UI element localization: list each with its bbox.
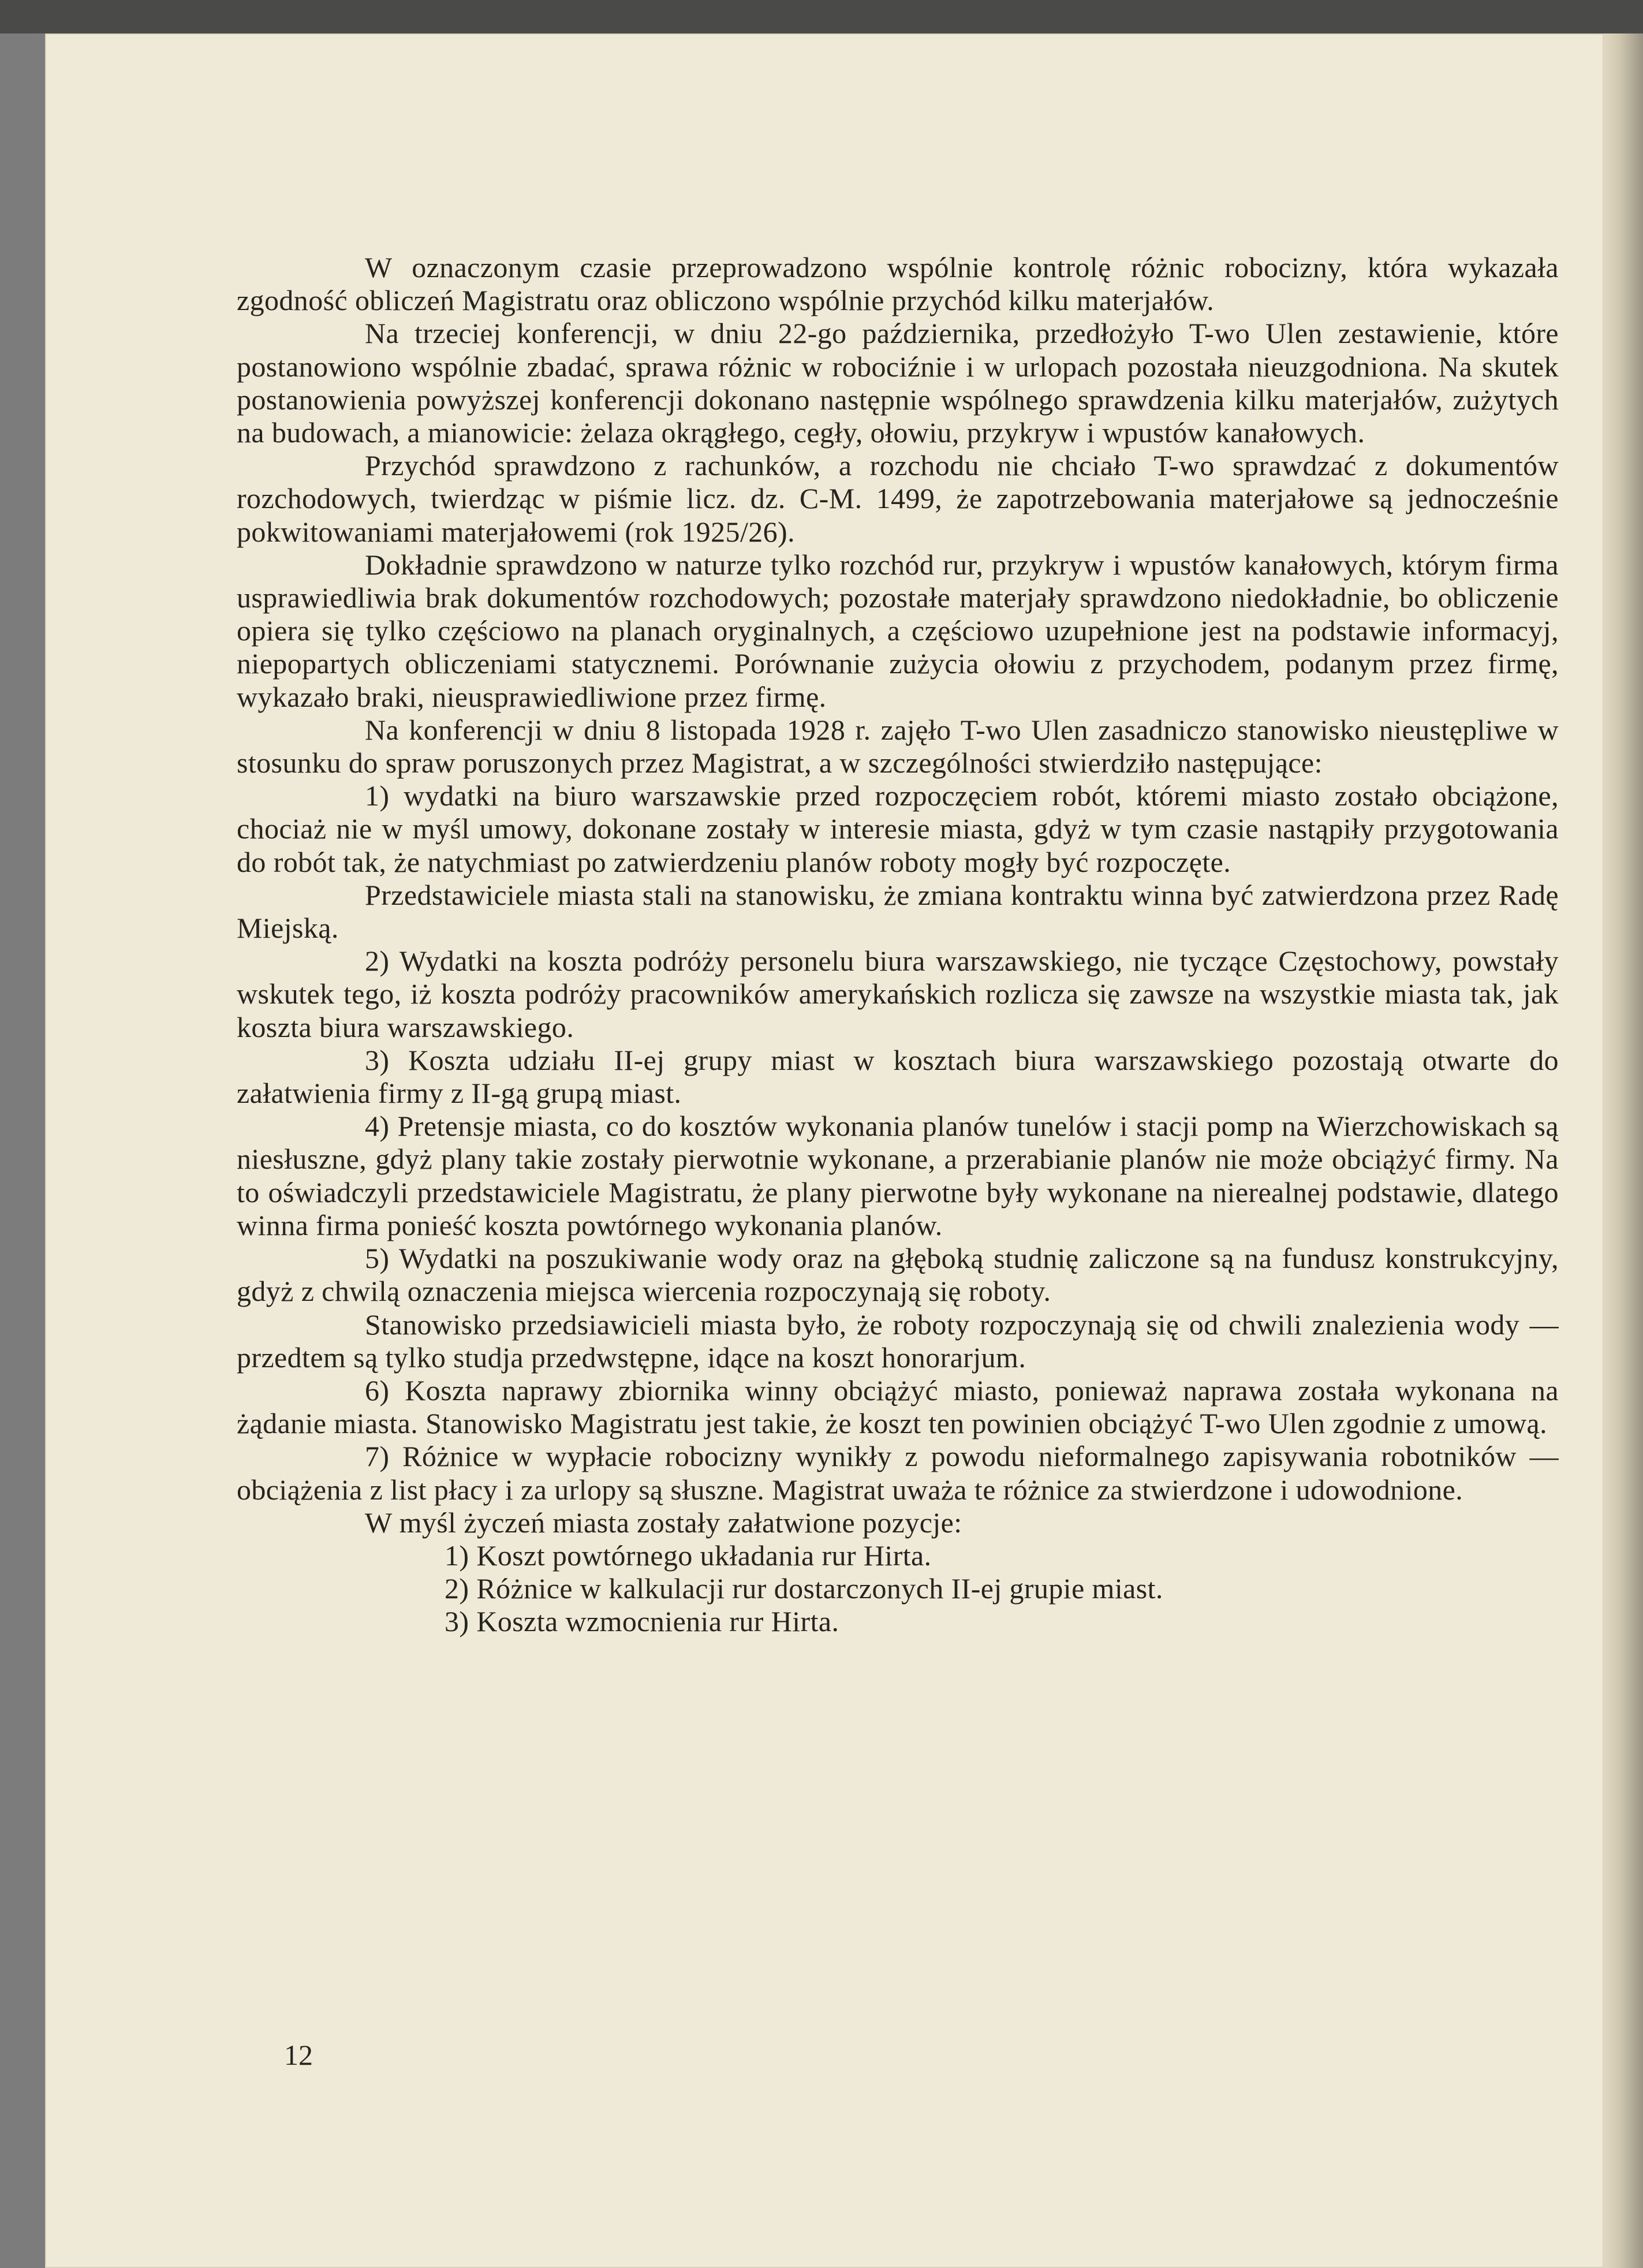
paragraph-2: Na trzeciej konferencji, w dniu 22-go października, przedłożyło T-wo Ulen zestawienie, które postanowiono wspólnie zbadać, sprawa różnic w robociźnie i w urlopach pozostała nieuzgodniona. Na skutek postanowienia powyższej konferencji dokonano następnie wspólnego sprawdzenia kilku materjałów, zużytych na budowach, a mianowicie: żelaza okrągłego, cegły, ołowiu, przykryw i wpustów kanałowych. bbox=[237, 317, 1559, 449]
scanner-top-strip bbox=[0, 0, 1643, 33]
point-7: 7) Różnice w wypłacie robocizny wynikły z powodu nieformalnego zapisywania robotników — obciążenia z list płacy i za urlopy są słuszne. Magistrat uważa te różnice za stwierdzone i udowodnione. bbox=[237, 1440, 1559, 1506]
list-item: 1) Koszt powtórnego układania rur Hirta. bbox=[445, 1539, 932, 1572]
paragraph-5: Na konferencji w dniu 8 listopada 1928 r. zajęło T-wo Ulen zasadniczo stanowisko nieustępliwe w stosunku do spraw poruszonych przez Magistrat, a w szczególności stwierdziło następujące: bbox=[237, 713, 1559, 779]
paragraph-city-position-2: Stanowisko przedsiawicieli miasta było, że roboty rozpoczynają się od chwili znalezienia wody — przedtem są tylko studja przedwstępne, idące na koszt honorarjum. bbox=[237, 1308, 1559, 1374]
list-item: 2) Różnice w kalkulacji rur dostarczonych II-ej grupie miast. bbox=[445, 1572, 1163, 1605]
list-item: 3) Koszta wzmocnienia rur Hirta. bbox=[445, 1605, 839, 1638]
paragraph-4: Dokładnie sprawdzono w naturze tylko rozchód rur, przykryw i wpustów kanałowych, którym firma usprawiedliwia brak dokumentów rozchodowych; pozostałe materjały sprawdzono niedokładnie, bo obliczenie opiera się tylko częściowo na planach oryginalnych, a częściowo uzupełnione jest na podstawie informacyj, niepopartych obliczeniami statycznemi. Porównanie zużycia ołowiu z przychodem, podanym przez firmę, wykazało braki, nieusprawiedliwione przez firmę. bbox=[237, 548, 1559, 713]
page-body bbox=[237, 251, 1559, 1639]
paragraph-resolved-intro: W myśl życzeń miasta zostały załatwione pozycje: bbox=[365, 1506, 962, 1539]
point-4: 4) Pretensje miasta, co do kosztów wykonania planów tunelów i stacji pomp na Wierzchowiskach są niesłuszne, gdyż plany takie zostały pierwotnie wykonane, a przerabianie planów nie może obciążyć firmy. Na to oświadczyli przedstawiciele Magistratu, że plany pierwotne były wykonane na nierealnej podstawie, dlatego winna firma ponieść koszta powtórnego wykonania planów. bbox=[237, 1110, 1559, 1241]
page-number: 12 bbox=[284, 2039, 313, 2071]
paragraph-city-position-1: Przedstawiciele miasta stali na stanowisku, że zmiana kontraktu winna być zatwierdzona przez Radę Miejską. bbox=[237, 878, 1559, 945]
point-2: 2) Wydatki na koszta podróży personelu biura warszawskiego, nie tyczące Częstochowy, powstały wskutek tego, iż koszta podróży pracowników amerykańskich rozlicza się zawsze na wszystkie miasta tak, jak koszta biura warszawskiego. bbox=[237, 945, 1559, 1043]
point-6: 6) Koszta naprawy zbiornika winny obciążyć miasto, ponieważ naprawa została wykonana na żądanie miasta. Stanowisko Magistratu jest takie, że koszt ten powinien obciążyć T-wo Ulen zgodnie z umową. bbox=[237, 1374, 1559, 1440]
page-edge-shadow bbox=[1604, 33, 1643, 2268]
paragraph-1: W oznaczonym czasie przeprowadzono wspólnie kontrolę różnic robocizny, która wykazała zgodność obliczeń Magistratu oraz obliczono wspólnie przychód kilku materjałów. bbox=[237, 251, 1559, 317]
paragraph-3: Przychód sprawdzono z rachunków, a rozchodu nie chciało T-wo sprawdzać z dokumentów rozchodowych, twierdząc w piśmie licz. dz. C-M. 1499, że zapotrzebowania materjałowe są jednocześnie pokwitowaniami materjałowemi (rok 1925/26). bbox=[237, 449, 1559, 548]
point-1: 1) wydatki na biuro warszawskie przed rozpoczęciem robót, któremi miasto zostało obciążone, chociaż nie w myśl umowy, dokonane zostały w interesie miasta, gdyż w tym czasie nastąpiły przygotowania do robót tak, że natychmiast po zatwierdzeniu planów roboty mogły być rozpoczęte. bbox=[237, 779, 1559, 878]
resolved-items-list bbox=[237, 1539, 1559, 1639]
point-3: 3) Koszta udziału II-ej grupy miast w kosztach biura warszawskiego pozostają otwarte do załatwienia firmy z II-gą grupą miast. bbox=[237, 1043, 1559, 1110]
point-5: 5) Wydatki na poszukiwanie wody oraz na głęboką studnię zaliczone są na fundusz konstrukcyjny, gdyż z chwilą oznaczenia miejsca wiercenia rozpoczynają się roboty. bbox=[237, 1242, 1559, 1308]
